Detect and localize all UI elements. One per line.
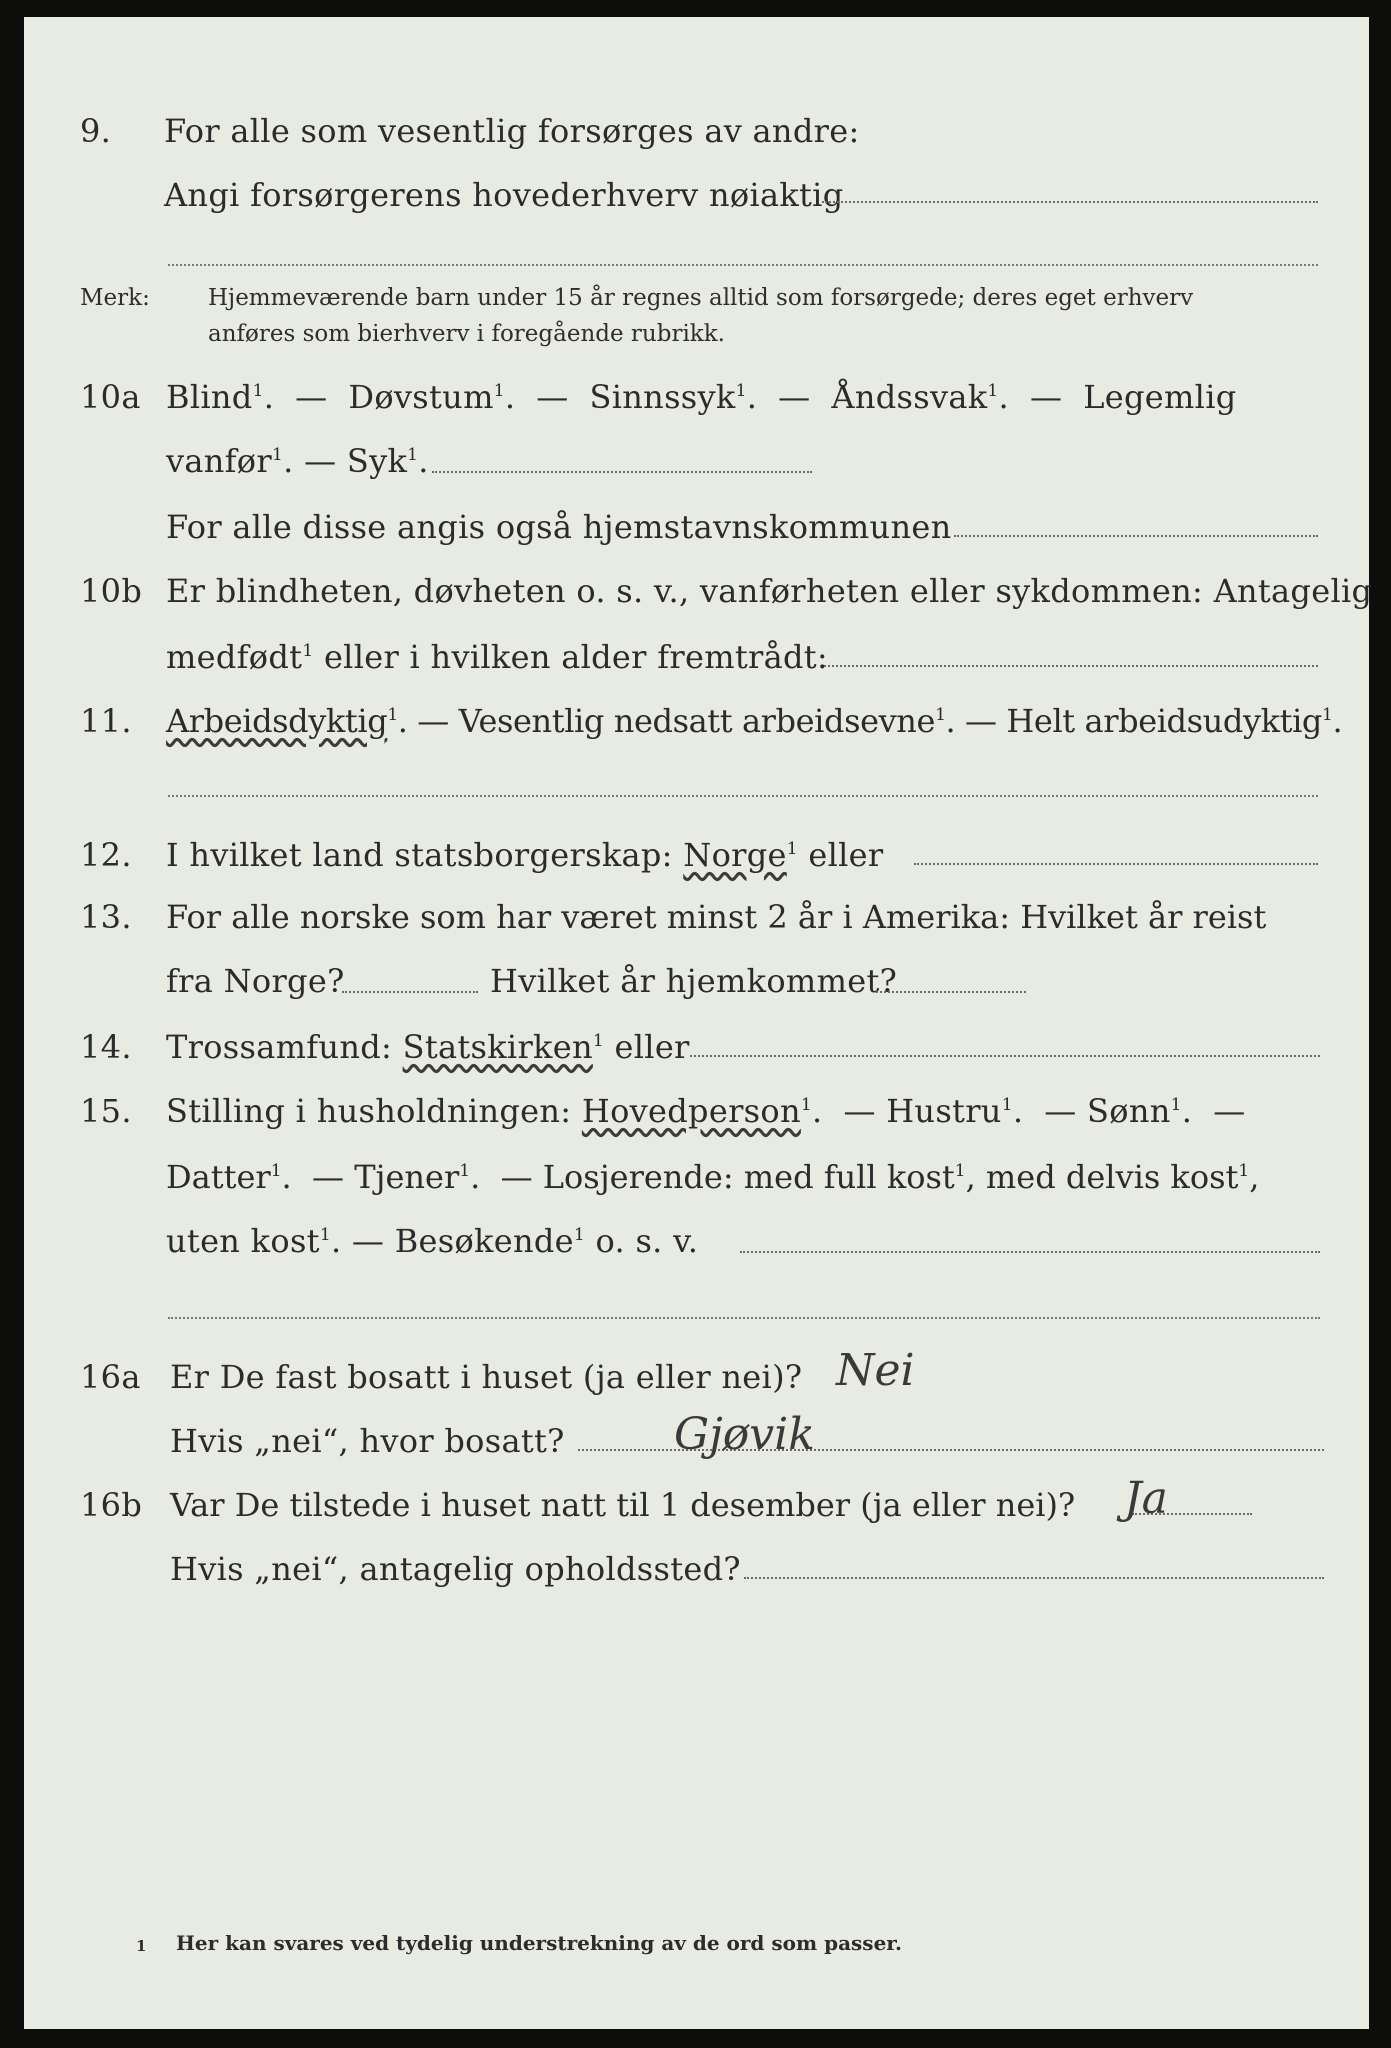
q10b-answer-line[interactable] [824, 665, 1318, 667]
q16b-opholdssted-prompt: Hvis „nei“, antagelig opholdssted? [170, 1550, 741, 1588]
option-full-kost[interactable]: — Losjerende: med full kost [500, 1158, 955, 1196]
q14-text: Trossamfund: [166, 1028, 393, 1066]
option-norge[interactable]: Norge [683, 836, 787, 874]
merk-text-1: Hjemmeværende barn under 15 år regnes alltid som forsørgede; deres eget erhverv [208, 285, 1194, 311]
q10b-number: 10b [80, 572, 143, 610]
option-vanfor[interactable]: vanfør [166, 442, 272, 480]
q16a-handwritten-place: Gjøvik [674, 1409, 815, 1460]
q13-hjem-line[interactable] [876, 991, 1026, 993]
q9-occupation-prompt: Angi forsørgerens hovederhverv nøiaktig [164, 176, 844, 214]
q15-text: Stilling i husholdningen: [166, 1092, 572, 1130]
option-nedsatt[interactable]: — Vesentlig nedsatt arbeidsevne [417, 702, 936, 740]
q15-extra-line[interactable] [168, 1317, 1320, 1319]
q10a-hjemstavn-prompt: For alle disse angis også hjemstavnskommunen [166, 508, 952, 546]
q14-answer-line[interactable] [690, 1055, 1320, 1057]
footnote-number: 1 [136, 1937, 147, 1955]
q15-answer-line[interactable] [740, 1251, 1320, 1253]
merk-label: Merk: [80, 285, 150, 311]
option-legemlig[interactable]: Legemlig [1083, 378, 1237, 416]
q10b-age-prompt: eller i hvilken alder fremtrådt: [323, 638, 829, 676]
q13-reist-prompt: fra Norge? [166, 962, 345, 1000]
option-dovstum[interactable]: Døvstum [348, 378, 494, 416]
option-besokende[interactable]: — Besøkende [351, 1222, 574, 1260]
option-sinnssyk[interactable]: Sinnssyk [589, 378, 736, 416]
option-hovedperson[interactable]: Hovedperson [581, 1092, 801, 1130]
footnote-text: Her kan svares ved tydelig understrekning av de ord som passer. [176, 1931, 902, 1955]
merk-text-2: anføres som bierhverv i foregående rubrikk. [208, 321, 725, 347]
q14-eller: eller [614, 1028, 690, 1066]
option-udyktig[interactable]: — Helt arbeidsudyktig [965, 702, 1323, 740]
q12-number: 12. [80, 836, 132, 874]
q9-text: For alle som vesentlig forsørges av andre: [164, 112, 860, 150]
q15-number: 15. [80, 1092, 132, 1130]
q10a-hjemstavn-line[interactable] [954, 535, 1318, 537]
q15-osv: o. s. v. [595, 1222, 699, 1260]
q13-reist-line[interactable] [342, 991, 478, 993]
q16a-text: Er De fast bosatt i huset (ja eller nei)? [170, 1358, 803, 1396]
option-hustru[interactable]: — Hustru [843, 1092, 1002, 1130]
option-sonn[interactable]: — Sønn [1044, 1092, 1171, 1130]
q16b-opholdssted-line[interactable] [744, 1577, 1324, 1579]
option-statskirken[interactable]: Statskirken [402, 1028, 593, 1066]
option-arbeidsdyktig[interactable]: Arbeidsdyktig [166, 702, 388, 740]
census-form-page: 9. For alle som vesentlig forsørges av andre: Angi forsørgerens hovederhverv nøiaktig Merk: Hjemmeværende barn under 15 år regnes alltid som forsørgede; deres eget erhverv anføres som bierhverv i foregående rubrikk. 10a Blind$^1$. — Døvstum$^1$. — Sinnssyk$^1$. — Åndssvak$^1$. — Legemlig vanfør$^1$. — Syk$^1$. For alle disse angis også hjemstavnskommunen 10b Er blindheten, døvheten o. s. v., vanførheten eller sykdommen: Antagelig medfødt$^1$ eller i hvilken alder fremtrådt: 11. Arbeidsdyktig$^1$. — Vesentlig nedsatt arbeidsevne$^1$. — Helt arbeidsudyktig$^1$. 12. I hvilket land statsborgerskap: Norge$^1$ eller 13. For alle norske som har været minst 2 år i Amerika: Hvilket år reist fra Norge? Hvilket år hjemkommet? 14. Trossamfund: Statskirken$^1$ eller 15. Stilling i husholdningen: Hovedperson$^1$. — Hustru$^1$. — Sønn$^1$. — Datter$^1$. — Tjener$^1$. — Losjerende: med full kost$^1$, med delvis kost$^1$, uten kost$^1$. — Besøkende$^1$ o. s. v. 16a Er De fast bosatt i huset (ja eller nei)? Nei Hvis „nei“, hvor bosatt? Gjøvik 16b Var De tilstede i huset natt til 1 desember (ja eller nei)? Ja Hvis „nei“, antagelig opholdssted? 1 Her kan svares ved tydelig understrekning av de ord som passer. [24, 17, 1369, 2029]
q13-hjem-prompt: Hvilket år hjemkommet? [490, 962, 898, 1000]
q12-answer-line[interactable] [914, 863, 1318, 865]
option-delvis-kost[interactable]: , med delvis kost [965, 1158, 1239, 1196]
option-andssvak[interactable]: Åndssvak [831, 378, 988, 416]
q10a-options: Blind$^1$. — Døvstum$^1$. — Sinnssyk$^1$. — Åndssvak$^1$. — Legemlig [166, 378, 1237, 416]
q16b-handwritten-answer: Ja [1124, 1473, 1168, 1524]
option-blind[interactable]: Blind [166, 378, 253, 416]
q10a-options-2: vanfør$^1$. — Syk$^1$. [166, 442, 429, 480]
q13-text: For alle norske som har været minst 2 år i Amerika: Hvilket år reist [166, 898, 1267, 936]
q9-answer-line[interactable] [822, 201, 1318, 203]
q10a-syk-line[interactable] [432, 471, 812, 473]
q13-number: 13. [80, 898, 132, 936]
q12-text: I hvilket land statsborgerskap: [166, 836, 673, 874]
q12-eller: eller [808, 836, 884, 874]
q9-number: 9. [80, 112, 112, 150]
q16a-number: 16a [80, 1358, 141, 1396]
q10a-number: 10a [80, 378, 141, 416]
q16b-text: Var De tilstede i huset natt til 1 desember (ja eller nei)? [170, 1486, 1076, 1524]
option-uten-kost[interactable]: uten kost [166, 1222, 320, 1260]
option-medfodt[interactable]: medfødt [166, 638, 303, 676]
q16a-handwritten-answer: Nei [836, 1345, 915, 1396]
option-datter[interactable]: Datter [166, 1158, 271, 1196]
q14-number: 14. [80, 1028, 132, 1066]
q16b-number: 16b [80, 1486, 143, 1524]
q11-extra-line[interactable] [168, 795, 1318, 797]
q11-number: 11. [80, 702, 132, 740]
q10b-text: Er blindheten, døvheten o. s. v., vanførheten eller sykdommen: Antagelig [166, 572, 1373, 610]
option-syk[interactable]: Syk [346, 442, 408, 480]
q9-extra-line[interactable] [168, 264, 1318, 266]
q16a-bosatt-prompt: Hvis „nei“, hvor bosatt? [170, 1422, 565, 1460]
option-tjener[interactable]: — Tjener [312, 1158, 460, 1196]
